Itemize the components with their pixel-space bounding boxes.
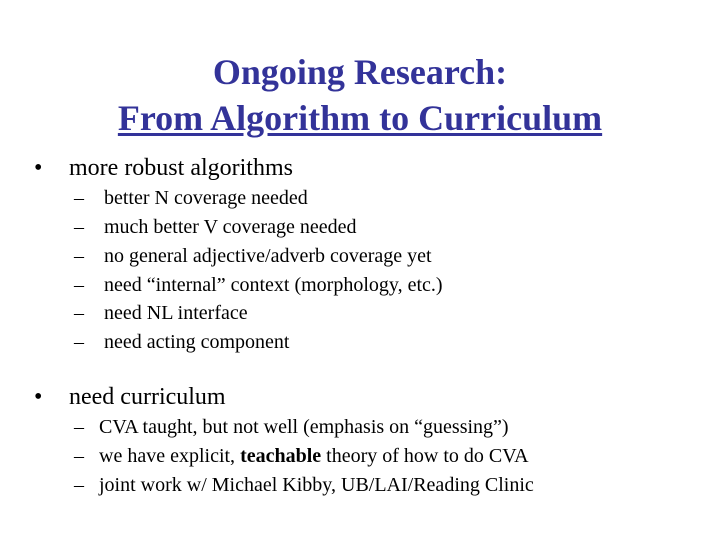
bullet-need-curriculum: [34, 382, 226, 412]
sub-item: [74, 442, 529, 471]
sub-item-text: much better V coverage needed: [104, 216, 357, 238]
bullet-marker: •: [34, 155, 43, 181]
sub-item-text: need NL interface: [104, 302, 248, 324]
sub-item: [74, 213, 356, 242]
sub-item-text: CVA taught, but not well (emphasis on “guessing”): [99, 416, 509, 438]
dash-marker: –: [74, 216, 84, 238]
bullet-marker: •: [34, 384, 43, 410]
sub-item-text-start: we have explicit,: [99, 445, 241, 467]
dash-marker: –: [74, 445, 84, 467]
sub-item-text-end: theory of how to do CVA: [321, 445, 529, 467]
sub-item: [74, 299, 248, 328]
dash-marker: –: [74, 302, 84, 324]
dash-marker: –: [74, 416, 84, 438]
sub-item-text: better N coverage needed: [104, 187, 308, 209]
dash-marker: –: [74, 331, 84, 353]
slide-title-line-2: From Algorithm to Curriculum: [117, 98, 603, 138]
sub-item: [74, 328, 290, 357]
slide-title-line-1: Ongoing Research:: [212, 52, 508, 92]
bullet-text: need curriculum: [69, 384, 226, 410]
sub-item: [74, 271, 443, 300]
sub-item: [74, 242, 432, 271]
dash-marker: –: [74, 274, 84, 296]
dash-marker: –: [74, 245, 84, 267]
bullet-robust-algorithms: [34, 153, 293, 183]
sub-item: [74, 471, 534, 500]
sub-item-text: [99, 442, 529, 471]
dash-marker: –: [74, 474, 84, 496]
bullet-text: more robust algorithms: [69, 155, 293, 181]
sub-item: [74, 184, 308, 213]
emphasis-teachable: teachable: [240, 445, 322, 467]
sub-item-text: need acting component: [104, 331, 290, 353]
sub-item: [74, 413, 509, 442]
sub-item-text: joint work w/ Michael Kibby, UB/LAI/Reading Clinic: [99, 474, 534, 496]
sub-item-text: no general adjective/adverb coverage yet: [104, 245, 432, 267]
dash-marker: –: [74, 187, 84, 209]
sub-item-text: need “internal” context (morphology, etc.): [104, 274, 443, 296]
